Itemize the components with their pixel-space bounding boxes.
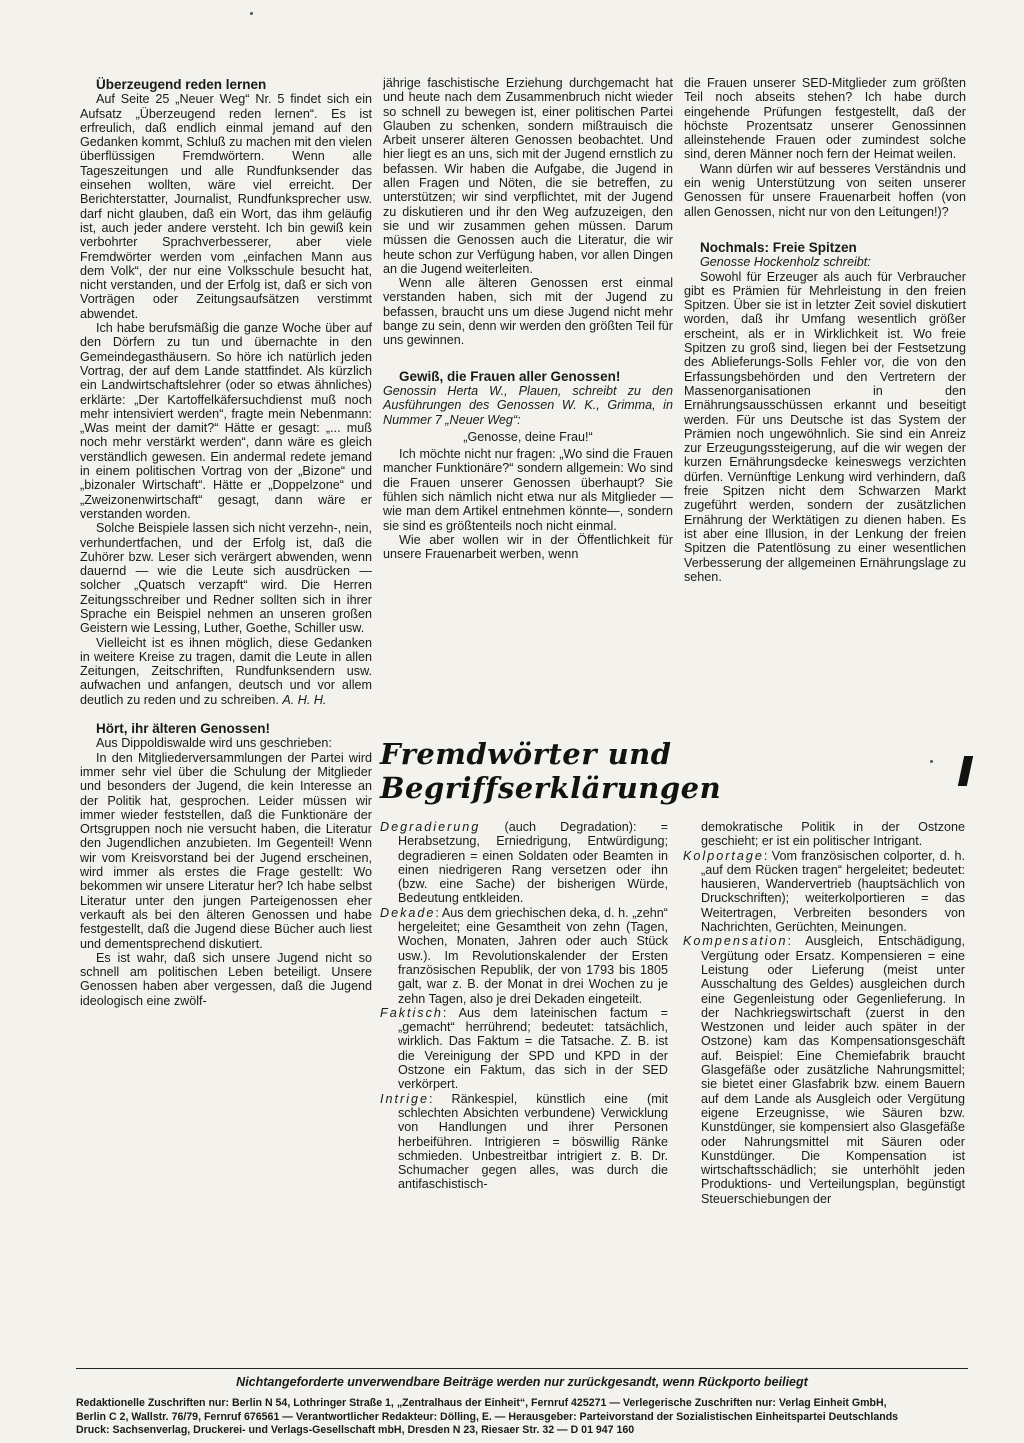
paragraph: Sowohl für Erzeuger als auch für Verbraucher gibt es Prämien für Mehrleistung in den freien Spitzen. Über sie ist in letzter Zeit soviel diskutiert worden, daß ihr Umfang wesentlich größer erscheint, als er in Wirklichkeit ist. Wo freie Spitzen zu groß sind, liegen bei der Festsetzung des Ablieferungs-Solls Fehler vor, die von den Erfassungsbehörden und den Vertretern der Massenorganisationen in den Ernährungsausschüssen erkannt und beseitigt werden. Für uns Deutsche ist das System der Prämien noch ungewöhnlich. Sie sind ein Anreiz zur Erzeugungssteigerung, auf die wir wegen der kurzen Ernährungsdecke keineswegs verzichten dürfen. Vernünftige Lenkung wird verhindern, daß freie Spitzen nicht dem Schwarzen Markt zugeführt werden, sondern der zusätzlichen Ernährung der Werktätigen zu dienen haben. Es ist aber eine Illusion, in der Lenkung der freien Spitzen die Patentlösung zu einer wesentlichen Verbesserung der allgemeinen Ernährungslage zu sehen.	[684, 269, 966, 584]
paragraph: die Frauen unserer SED-Mitglieder zum größten Teil noch abseits stehen? Ich habe durch eingehende Prüfungen festgestellt, daß der höchste Prozentsatz unserer Genossinnen alleinstehende Frauen oder zumindest solche sind, deren Männer noch fern der Heimat weilen.	[684, 76, 966, 162]
paragraph	[80, 636, 372, 707]
paragraph: Wenn alle älteren Genossen erst einmal verstanden haben, sich mit der Jugend zu befassen, braucht uns um diese Jugend nicht mehr bange zu sein, denn wir werden den größten Teil für uns gewinnen.	[383, 276, 673, 348]
paragraph-intro: Aus Dippoldiswalde wird uns geschrieben:	[96, 736, 332, 751]
column-3	[684, 76, 966, 584]
paragraph: Wie aber wollen wir in der Öffentlichkeit für unsere Frauenarbeit werben, wenn	[383, 532, 673, 562]
paragraph: In den Mitgliederversammlungen der Partei wird immer sehr viel über die Schulung der Mitglieder und besonders der Jugend, die kein Interesse an der Politik hat, gesprochen. Leider müssen wir immer wieder feststellen, daß die Funktionäre der Ortsgruppen noch nie versucht haben, die Literatur den Jugendlichen anzubieten. Im Gegenteil! Wenn wir vom Kreisvorstand bei der Jugend erscheinen, wird immer als erstes die Frage gestellt: Wo bekommen wir unsere Literatur her? Ich habe selbst Literatur unter den jungen Parteigenossen eher verkauft als bei den älteren Genossen und habe festgestellt, daß die Jugend diese Bücher auch liest und dementsprechend diskutiert.	[80, 750, 372, 951]
imprint-line: Berlin C 2, Wallstr. 76/79, Fernruf 676561 — Verantwortlicher Redakteur: Dölling, E. — Herausgeber: Parteivorstand der Sozialistischen Einheitspartei Deutschlands	[76, 1410, 899, 1423]
paragraph: Ich habe berufsmäßig die ganze Woche über auf den Dörfern zu tun und übernachte in den Gemeindegasthäusern. So höre ich natürlich jeden Vortrag, der auf dem Lande stattfindet. Als kürzlich ein Landwirtschaftslehrer (oder so etwas ähnliches) erklärte: „Der Kartoffelkäfersuchdienst muß noch mehr intensiviert werden“, fragte mein Nebenmann: „Was meint der damit?“ Hätte er gesagt: „... muß noch mehr verstärkt werden“, dann wäre es gleich verständlich gewesen. Ein andermal redete jemand in einem politischen Vortrag von der „Bizone“ und „bizonaler Wirtschaft“. Hätte er „Doppelzone“ und „Zweizonenwirtschaft“ gesagt, dann wäre er verstanden worden.	[80, 321, 372, 521]
article-heading-frauen: Gewiß, die Frauen aller Genossen!	[399, 368, 621, 384]
glossary-continuation: demokratische Politik in der Ostzone geschieht; er ist ein politischer Intrigant.	[701, 820, 965, 849]
glossary-text: (auch Degradation): = Herabsetzung, Erniedrigung, Entwürdigung; degradieren = einen Soldaten oder Beamten in einen niedrigeren Rang versetzen oder ihn (bzw. eine Sache) der bisherigen Würde, Bedeutung entkleiden.	[398, 820, 668, 906]
imprint	[76, 1397, 968, 1438]
imprint-line: Redaktionelle Zuschriften nur: Berlin N 54, Lothringer Straße 1, „Zentralhaus der Einheit“, Fernruf 425271 — Verlegerische Zuschriften nur: Verlag Einheit GmbH,	[76, 1397, 887, 1409]
glossary-text: : Vom französischen colporter, d. h. „auf dem Rücken tragen“ hergeleitet; bedeutet: hausieren, Wandervertrieb (hauptsächlich von Druckschriften); weiterkolportieren = das Weitertragen, Verbreiten besonders von Nachrichten, Gerüchten, Meinungen.	[701, 848, 965, 935]
glossary-entry	[380, 906, 668, 1006]
glossary-banner	[380, 737, 970, 805]
paragraph: Es ist wahr, daß sich unsere Jugend nicht so schnell am politischen Leben beteiligt. Unsere Genossen haben aber vergessen, daß die Jugend ideologisch eine zwölf-	[80, 950, 372, 1008]
glossary-term: Intrige	[380, 1091, 430, 1106]
glossary-entry	[683, 849, 965, 935]
glossary-text: : Ränkespiel, künstlich eine (mit schlechten Absichten verbundene) Verwicklung von Handlungen und ihrer Personen herbeiführen. Intrigieren = böswillig Ränke schmieden. Unbestreitbar intrigiert z. B. Dr. Schumacher gegen alles, was durch die antifaschistisch-	[398, 1091, 668, 1192]
scan-speck	[250, 12, 253, 15]
paragraph-text: Vielleicht ist es ihnen möglich, diese Gedanken in weitere Kreise zu tragen, damit die Leute in allen Zeitungen, Zeitschriften, Rundfunksendern usw. aufwachen und anfangen, deutsch und vor allem deutlich zu reden und zu schreiben.	[80, 635, 372, 707]
glossary-left	[380, 820, 668, 1192]
glossary-title: Fremdwörter und Begriffserklärungen	[380, 737, 722, 805]
glossary-text: : Aus dem lateinischen factum = „gemacht“ herrührend; bedeutet: tatsächlich, wirklich. Das Faktum = die Tatsache. Z. B. ist die Vereinigung der SPD und KPD in der Ostzone ein Faktum, das sich in der SED verkörpert.	[398, 1005, 668, 1092]
glossary-entry	[380, 1092, 668, 1192]
scan-speck	[930, 760, 933, 763]
footer-rule-top	[76, 1368, 968, 1369]
glossary-entry	[683, 934, 965, 1206]
glossary-term: Faktisch	[380, 1005, 443, 1020]
glossary-term: Kolportage	[683, 848, 764, 863]
glossary-term: Dekade	[380, 905, 436, 920]
article-intro: Genosse Hockenholz schreibt:	[700, 255, 871, 270]
article-intro: Genossin Herta W., Plauen, schreibt zu den Ausführungen des Genossen W. K., Grimma, in Nummer 7 „Neuer Weg“:	[383, 383, 673, 427]
glossary-text: : Ausgleich, Entschädigung, Vergütung oder Ersatz. Kompensieren = eine Leistung oder Lieferung (meist unter Ausschaltung des Geldes) ausgleichen durch eine Gegenleistung oder Gegenlieferung. In der Nachkriegswirtschaft (zuerst in den Westzonen und leider auch später in der Ostzone) kam das Kompensationsgeschäft auf. Beispiel: Eine Chemiefabrik braucht Glasgefäße oder zusätzliche Nahrungsmittel; sie bietet einer Glasfabrik bzw. einem Bauern auf dem Lande als Ausgleich oder Vergütung eigene Erzeugnisse, wie Säuren bzw. Kunstdünger, sie kompensiert also Glasgefäße oder Nahrungsmittel mit Säuren oder Kunstdünger. Die Kompensation ist wirtschaftsschädlich; sie unterhöhlt jeden Produktions- und Verteilungsplan, begünstigt Steuerschiebungen der	[701, 934, 965, 1206]
imprint-line: Druck: Sachsenverlag, Druckerei- und Verlags-Gesellschaft mbH, Dresden N 23, Riesaer Str. 32 — D 01 947 160	[76, 1424, 635, 1436]
quote-line: „Genosse, deine Frau!“	[463, 429, 593, 444]
glossary-entry	[380, 820, 668, 906]
glossary-right	[683, 820, 965, 1206]
article-heading-ueberzeugend: Überzeugend reden lernen	[96, 77, 267, 92]
glossary-term: Degradierung	[380, 820, 481, 834]
column-1	[80, 78, 372, 1008]
glossary-term: Kompensation	[683, 934, 788, 949]
paragraph: Auf Seite 25 „Neuer Weg“ Nr. 5 findet sich ein Aufsatz „Überzeugend reden lernen“. Es ist erfreulich, daß endlich einmal jemand auf den Gedanken kommt, Schluß zu machen mit den vielen überflüssigen Fremdwörtern. Wenn alle Tageszeitungen und alle Rundfunksender das einsehen wollten, wäre viel erreicht. Der Berichterstatter, Journalist, Rundfunksprecher usw. darf nicht glauben, daß ein Wort, das ihm geläufig ist, auch jeder andere versteht. Ich bin gewiß kein verbohrter Sprachverbesserer, aber viele Fremdwörter werden vom „einfachen Mann aus dem Volk“, der nur eine Volksschule besucht hat, nicht verstanden, und der Erfolg ist, daß er sich von Vorträgen oder Zeitungsaufsätzen verstimmt abwendet.	[80, 92, 372, 321]
footer-note: Nichtangeforderte unverwendbare Beiträge werden nur zurückgesandt, wenn Rückporto beiliegt	[236, 1375, 808, 1389]
banner-mark-icon	[958, 756, 973, 786]
article-heading-hoert: Hört, ihr älteren Genossen!	[96, 721, 271, 737]
glossary-text: : Aus dem griechischen deka, d. h. „zehn“ hergeleitet; eine Gesamtheit von zehn (Tagen, Wochen, Monaten, Jahren oder auch Stück usw.). Im Revolutionskalender der Ersten französischen Republik, der von 1793 bis 1805 galt, war z. B. der Monat in drei Wochen zu je zehn Tagen, also je drei Dekaden eingeteilt.	[398, 905, 668, 1006]
paragraph: Ich möchte nicht nur fragen: „Wo sind die Frauen mancher Funktionäre?“ sondern allgemein: Wo sind die Frauen unserer Genossen überhaupt? Sie fühlen sich nämlich nicht etwa nur als Mitglieder —wie man dem Artikel entnehmen könnte—, sondern sie sind es größtenteils noch nicht einmal.	[383, 447, 673, 533]
paragraph: jährige faschistische Erziehung durchgemacht hat und heute nach dem Zusammenbruch nicht wieder so schnell zu bewegen ist, einer politischen Partei Glauben zu schenken, sondern mißtrauisch die Arbeit unserer älteren Genossen beobachtet. Und hier liegt es an uns, sich mit der Jugend ernstlich zu befassen. Wir haben die Aufgabe, die Jugend in allen Fragen und Nöten, die sie betreffen, zu unterstützen; wir sind verpflichtet, mit der Jugend zu diskutieren und ihr den Weg aufzuzeigen, den sie und wir zusammen gehen müssen. Darum müssen die Genossen auch die Literatur, die wir heute schon zur Verfügung haben, vor allen Dingen an die Jugend weiterleiten.	[383, 76, 673, 276]
signature: A. H. H.	[282, 692, 327, 707]
column-2	[383, 76, 673, 562]
paragraph: Wann dürfen wir auf besseres Verständnis und ein wenig Unterstützung von seiten unserer Genossen für unsere Frauenarbeit hoffen (von allen Genossen, nicht nur von den Leitungen!)?	[684, 161, 966, 219]
paragraph: Solche Beispiele lassen sich nicht verzehn-, nein, verhundertfachen, und der Erfolg ist, daß die Zuhörer bzw. Leser sich verärgert abwenden, wenn dauernd — wie die Leute sich ausdrücken — solcher „Quatsch verzapft“ wird. Die Herren Zeitungsschreiber und Redner sollten sich in ihrer Sprache ein Beispiel nehmen an unseren großen Geistern wie Lessing, Luther, Goethe, Schiller usw.	[80, 521, 372, 636]
article-heading-spitzen: Nochmals: Freie Spitzen	[700, 239, 857, 255]
glossary-entry	[380, 1006, 668, 1092]
